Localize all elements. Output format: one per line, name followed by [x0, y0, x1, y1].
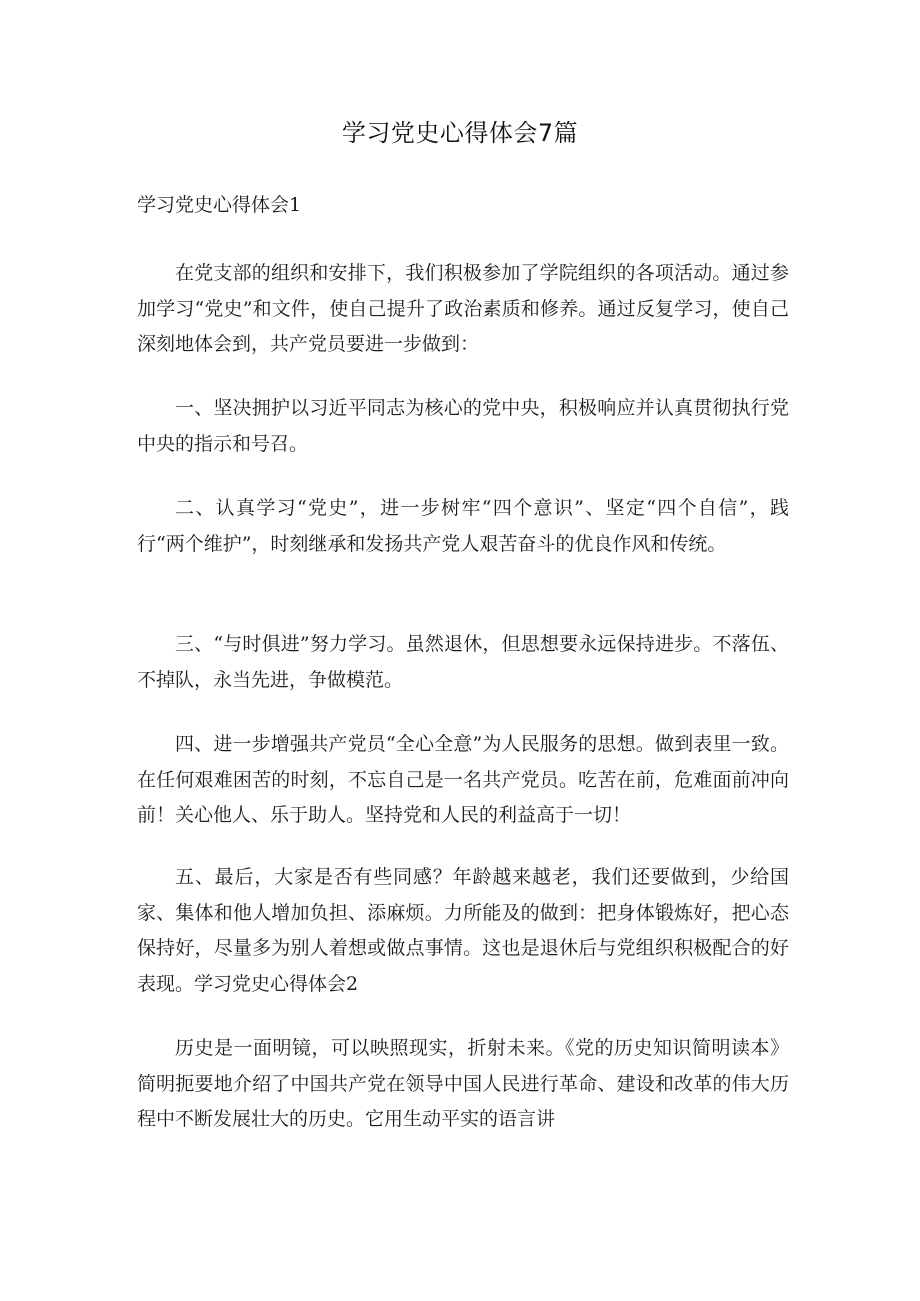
paragraph-point-3: 三、“与时俱进”努力学习。虽然退休，但思想要永远保持进步。不落伍、不掉队，永当先进，争做模范。 [137, 633, 789, 691]
paragraph-intro: 在党支部的组织和安排下，我们积极参加了学院组织的各项活动。通过参加学习“党史”和文件，使自己提升了政治素质和修养。通过反复学习，使自己深刻地体会到，共产党员要进一步做到： [137, 262, 789, 355]
document-title: 学习党史心得体会7篇 [341, 119, 579, 147]
paragraph-history: 历史是一面明镜，可以映照现实，折射未来。《党的历史知识简明读本》简明扼要地介绍了中国共产党在领导中国人民进行革命、建设和改革的伟大历程中不断发展壮大的历史。它用生动平实的语言讲 [137, 1037, 789, 1130]
paragraph-point-1: 一、坚决拥护以习近平同志为核心的党中央，积极响应并认真贯彻执行党中央的指示和号召。 [137, 397, 789, 455]
paragraph-point-5: 五、最后，大家是否有些同感？年龄越来越老，我们还要做到，少给国家、集体和他人增加负担、添麻烦。力所能及的做到：把身体锻炼好，把心态保持好，尽量多为别人着想或做点事情。这也是退休后与党组织积极配合的好表现。学习党史心得体会2 [137, 866, 789, 995]
paragraph-point-2: 二、认真学习“党史”，进一步树牢“四个意识”、坚定“四个自信”，践行“两个维护”，时刻继承和发扬共产党人艰苦奋斗的优良作风和传统。 [137, 497, 789, 555]
paragraph-point-4: 四、进一步增强共产党员“全心全意”为人民服务的思想。做到表里一致。在任何艰难困苦的时刻，不忘自己是一名共产党员。吃苦在前，危难面前冲向前！关心他人、乐于助人。坚持党和人民的利益高于一切！ [137, 733, 789, 826]
section-heading: 学习党史心得体会1 [137, 194, 302, 216]
